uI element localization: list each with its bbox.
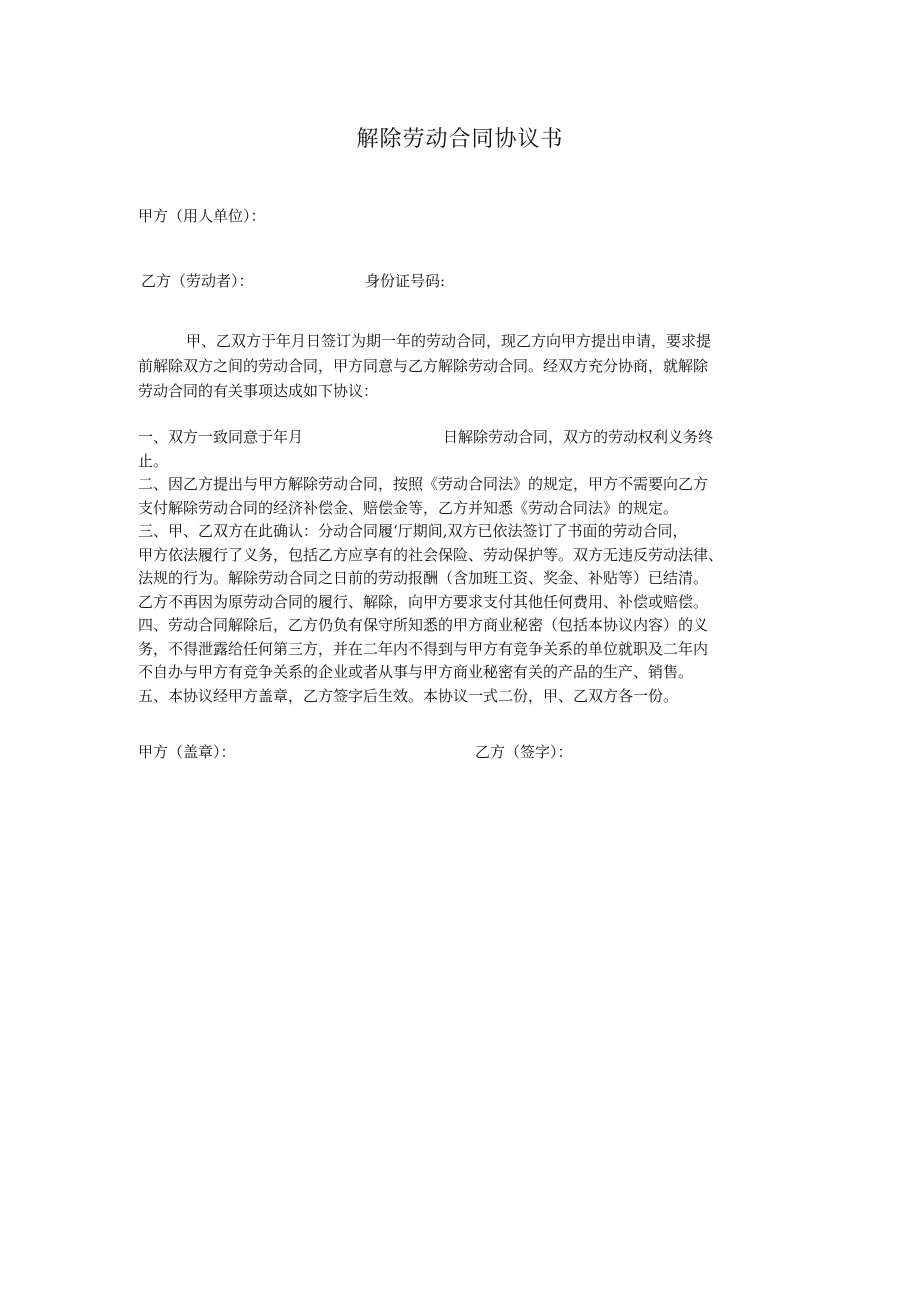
intro-line: 甲、乙双方于年月日签订为期一年的劳动合同，现乙方向甲方提出申请，要求提 — [186, 332, 712, 350]
id-number-label: 身份证号码: — [365, 272, 446, 290]
clause-line: 务，不得泄露给任何第三方，并在二年内不得到与甲方有竞争关系的单位就职及二年内 — [138, 639, 709, 658]
intro-line: 劳动合同的有关事项达成如下协议： — [138, 382, 379, 400]
clause-line: 不自办与甲方有竞争关系的企业或者从事与甲方商业秘密有关的产品的生产、销售。 — [138, 663, 694, 681]
clause-1-right: 日解除劳动合同，双方的劳动权利义务终 — [443, 428, 714, 446]
intro-line: 前解除双方之间的劳动合同，甲方同意与乙方解除劳动合同。经双方充分协商，就解除 — [138, 357, 709, 375]
party-b-signature-label: 乙方（签字）： — [475, 743, 573, 761]
clause-line: 止。 — [138, 451, 169, 470]
clause-1-line — [138, 426, 798, 450]
clause-line: 三、甲、乙双方在此确认：分动合同履‘厅期间,双方已依法签订了书面的劳动合同， — [138, 522, 688, 540]
clause-line: 二、因乙方提出与甲方解除劳动合同，按照《劳动合同法》的规定，甲方不需要向乙方 — [138, 475, 709, 493]
party-b-label: 乙方（劳动者）： — [141, 272, 254, 290]
clause-line: 法规的行为。解除劳动合同之日前的劳动报酬（含加班工资、奖金、补贴等）已结清。 — [138, 569, 709, 587]
clause-line: 四、劳动合同解除后，乙方仍负有保守所知悉的甲方商业秘密（包括本协议内容）的义 — [138, 616, 709, 634]
document-title: 解除劳动合同协议书 — [356, 127, 564, 152]
clause-line: 乙方不再因为原劳动合同的履行、解除，向甲方要求支付其他任何费用、补偿或赔偿。 — [138, 592, 709, 611]
clause-line: 支付解除劳动合同的经济补偿金、赔偿金等，乙方并知悉《劳动合同法》的规定。 — [138, 498, 679, 517]
party-a-label: 甲方（用人单位）： — [138, 207, 266, 225]
clause-line: 五、本协议经甲方盖章，乙方签字后生效。本协议一式二份，甲、乙双方各一份。 — [138, 686, 679, 705]
party-a-seal-label: 甲方（盖章）： — [138, 743, 236, 761]
intro-paragraph — [138, 329, 788, 404]
clause-1-left: 一、双方一致同意于年月 — [138, 428, 304, 446]
clause-line: 甲方依法履行了义务，包括乙方应享有的社会保险、劳动保护等。双方无违反劳动法律、 — [138, 545, 724, 564]
clauses-section — [138, 426, 798, 708]
